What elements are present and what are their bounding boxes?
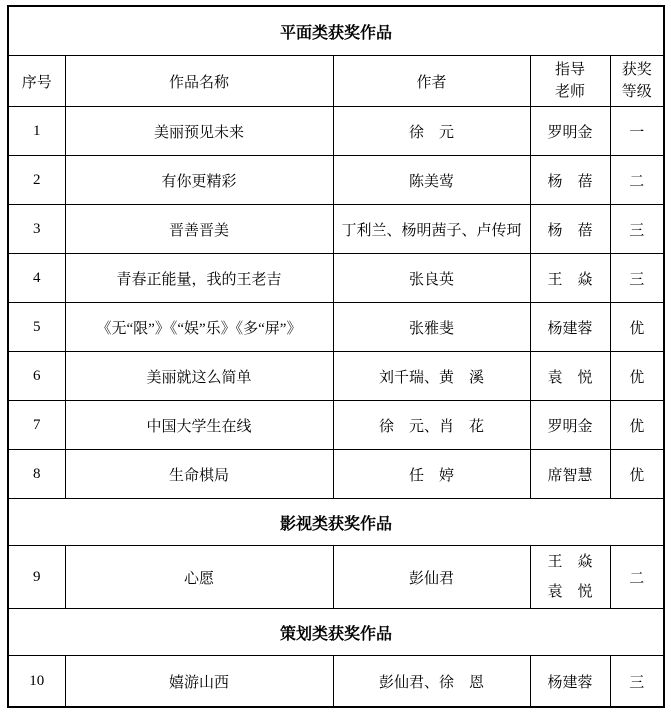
table-row — [8, 352, 664, 401]
cell-award: 三 — [610, 656, 664, 708]
cell-teacher: 杨建蓉 — [530, 303, 610, 352]
cell-no: 2 — [8, 156, 65, 205]
cell-award: 三 — [610, 205, 664, 254]
cell-author: 徐 元 — [333, 107, 530, 156]
section-title-row — [8, 499, 664, 546]
cell-award: 二 — [610, 546, 664, 609]
cell-work-title: 美丽就这么简单 — [65, 352, 333, 401]
section-title-planning: 策划类获奖作品 — [8, 609, 664, 656]
cell-no: 7 — [8, 401, 65, 450]
cell-author: 任 婷 — [333, 450, 530, 499]
cell-work-title: 生命棋局 — [65, 450, 333, 499]
cell-work-title: 心愿 — [65, 546, 333, 609]
cell-no: 9 — [8, 546, 65, 609]
cell-teacher: 杨 蓓 — [530, 205, 610, 254]
col-header-award-line1: 获奖 — [621, 62, 652, 78]
table-row — [8, 450, 664, 499]
cell-no: 8 — [8, 450, 65, 499]
cell-author: 彭仙君、徐 恩 — [333, 656, 530, 708]
table-row — [8, 401, 664, 450]
section-title-graphic: 平面类获奖作品 — [8, 6, 664, 56]
col-header-author: 作者 — [333, 56, 530, 107]
cell-award: 三 — [610, 254, 664, 303]
cell-work-title: 美丽预见未来 — [65, 107, 333, 156]
cell-author: 陈美莺 — [333, 156, 530, 205]
cell-teacher: 王 焱 — [530, 254, 610, 303]
col-header-award-line2: 等级 — [621, 84, 652, 100]
cell-no: 6 — [8, 352, 65, 401]
cell-work-title: 中国大学生在线 — [65, 401, 333, 450]
cell-teacher-line2: 袁 悦 — [547, 584, 593, 600]
cell-author: 张雅斐 — [333, 303, 530, 352]
cell-teacher: 罗明金 — [530, 107, 610, 156]
cell-teacher — [530, 546, 610, 609]
table-row — [8, 303, 664, 352]
cell-no: 4 — [8, 254, 65, 303]
cell-author: 刘千瑞、黄 溪 — [333, 352, 530, 401]
cell-teacher: 罗明金 — [530, 401, 610, 450]
col-header-award — [610, 56, 664, 107]
cell-teacher: 杨 蓓 — [530, 156, 610, 205]
col-header-no: 序号 — [8, 56, 65, 107]
table-row — [8, 656, 664, 708]
cell-no: 10 — [8, 656, 65, 708]
cell-award: 优 — [610, 401, 664, 450]
col-header-teacher — [530, 56, 610, 107]
cell-no: 1 — [8, 107, 65, 156]
cell-author: 张良英 — [333, 254, 530, 303]
cell-work-title: 《无“限”》《“娱”乐》《多“屏”》 — [65, 303, 333, 352]
cell-work-title: 嬉游山西 — [65, 656, 333, 708]
cell-teacher: 杨建蓉 — [530, 656, 610, 708]
cell-award: 优 — [610, 450, 664, 499]
table-row — [8, 546, 664, 609]
section-title-row — [8, 6, 664, 56]
section-title-video: 影视类获奖作品 — [8, 499, 664, 546]
cell-teacher: 席智慧 — [530, 450, 610, 499]
cell-award: 一 — [610, 107, 664, 156]
cell-author: 徐 元、肖 花 — [333, 401, 530, 450]
col-header-teacher-line1: 指导 — [554, 62, 585, 78]
awards-table — [7, 5, 665, 708]
cell-award: 优 — [610, 352, 664, 401]
cell-work-title: 有你更精彩 — [65, 156, 333, 205]
table-row — [8, 254, 664, 303]
table-row — [8, 107, 664, 156]
cell-work-title: 青春正能量，我的王老吉 — [65, 254, 333, 303]
table-row — [8, 205, 664, 254]
cell-teacher-line1: 王 焱 — [547, 554, 593, 570]
cell-work-title: 晋善晋美 — [65, 205, 333, 254]
table-row — [8, 156, 664, 205]
col-header-teacher-line2: 老师 — [554, 84, 585, 100]
section-title-row — [8, 609, 664, 656]
cell-no: 5 — [8, 303, 65, 352]
cell-award: 优 — [610, 303, 664, 352]
cell-author: 丁利兰、杨明茜子、卢传珂 — [333, 205, 530, 254]
cell-author: 彭仙君 — [333, 546, 530, 609]
cell-teacher: 袁 悦 — [530, 352, 610, 401]
cell-award: 二 — [610, 156, 664, 205]
cell-no: 3 — [8, 205, 65, 254]
column-header-row — [8, 56, 664, 107]
col-header-title: 作品名称 — [65, 56, 333, 107]
